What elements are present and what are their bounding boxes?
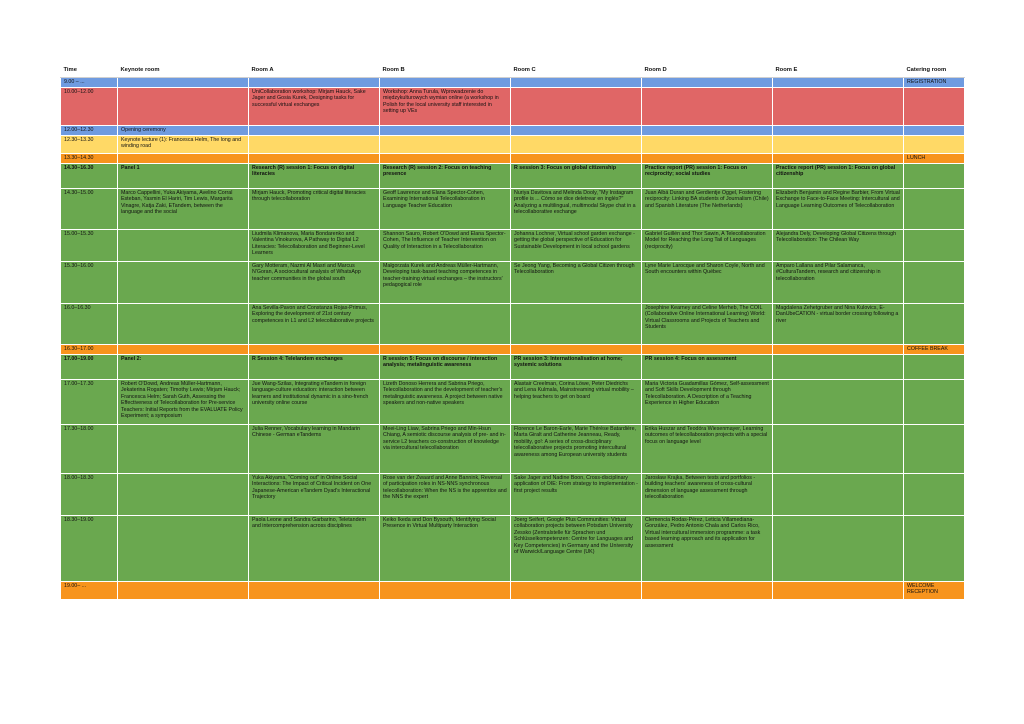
header-row	[61, 66, 965, 78]
session-cell: Panel 2:	[118, 355, 249, 380]
session-cell	[380, 582, 511, 600]
schedule-row	[61, 582, 965, 600]
session-cell: Lizeth Donoso Herrera and Sabrina Priego, Telecollaboration and the development of teacher's metalinguistic awareness. A project between native speakers and non-native speakers	[380, 380, 511, 425]
session-cell	[773, 380, 904, 425]
session-cell: WELCOME RECEPTION	[904, 582, 965, 600]
session-cell	[642, 78, 773, 88]
session-cell	[118, 516, 249, 582]
time-cell: 16.30–17.00	[61, 345, 118, 355]
column-header: Room B	[380, 66, 511, 78]
schedule-row	[61, 355, 965, 380]
session-cell: Research (R) session 1: Focus on digital literacies	[249, 164, 380, 189]
session-cell	[642, 345, 773, 355]
session-cell: Maria Victoria Guadamillas Gómez, Self-assessment and Soft Skills Development through Telecollaboration. A Description of a Teaching Experience in Higher Education	[642, 380, 773, 425]
time-cell: 17.00–17.30	[61, 380, 118, 425]
session-cell	[773, 126, 904, 136]
session-cell	[773, 474, 904, 516]
schedule-row	[61, 189, 965, 230]
session-cell	[904, 262, 965, 304]
schedule-row	[61, 78, 965, 88]
session-cell: R session 3: Focus on global citizenship	[511, 164, 642, 189]
session-cell: Rose van der Zwaard and Anne Bannink, Reversal of participation roles in NS-NNS synchronous telecollaboration: When the NS is the apprentice and the NNS the expert	[380, 474, 511, 516]
session-cell: Mirjam Hauck, Promoting critical digital literacies through telecollaboration	[249, 189, 380, 230]
session-cell: Liudmila Klimanova, Maria Bondarenko and Valentina Vinokurova, A Pathway to Digital L2 Literacies: Telecollaboration and Beginner-Level Learners	[249, 230, 380, 262]
session-cell: Małgorzata Kurek and Andreas Müller-Hartmann, Developing task-based teaching competences in teacher-training virtual exchanges – the instructors' pedagogical role	[380, 262, 511, 304]
session-cell	[380, 345, 511, 355]
session-cell	[249, 126, 380, 136]
time-cell: 14.30–16.30	[61, 164, 118, 189]
session-cell	[380, 304, 511, 345]
session-cell	[511, 126, 642, 136]
session-cell: Lyne Marie Larocque and Sharon Coyle, North and South encounters within Québec	[642, 262, 773, 304]
session-cell: Johanna Lochner, Virtual school garden exchange - getting the global perspective of Education for Sustainable Development in local school gardens	[511, 230, 642, 262]
schedule-row	[61, 230, 965, 262]
session-cell: Clemencia Rodas-Pérez, Leticia Villamediana-González, Pedro Antonio Chala and Carlos Rico, Virtual intercultural immersion programme: a task based learning approach and its application for assessment	[642, 516, 773, 582]
session-cell: Yuka Akiyama, "Coming out" in Online Social Interactions: The Impact of Critical Incident on One Japanese-American eTandem Dyad's Interactional Trajectory	[249, 474, 380, 516]
session-cell	[511, 154, 642, 164]
session-cell	[904, 230, 965, 262]
session-cell	[773, 355, 904, 380]
time-cell: 14.30–15.00	[61, 189, 118, 230]
session-cell	[773, 516, 904, 582]
schedule-row	[61, 425, 965, 474]
schedule-row	[61, 474, 965, 516]
session-cell	[249, 136, 380, 154]
session-cell	[249, 78, 380, 88]
session-cell	[773, 88, 904, 126]
session-cell	[380, 126, 511, 136]
time-cell: 15.00–15.30	[61, 230, 118, 262]
session-cell	[773, 136, 904, 154]
session-cell	[249, 582, 380, 600]
session-cell	[904, 164, 965, 189]
session-cell	[118, 304, 249, 345]
session-cell: Florence Le Baron-Earle, Marie Thérèse Batardière, Marta Giralt and Catherine Jeanneau, Ready, mobility, go!: A series of cross-disciplinary telecollaborative projects promoting intercultural awareness among European university students	[511, 425, 642, 474]
session-cell	[511, 88, 642, 126]
session-cell	[773, 345, 904, 355]
session-cell: Opening ceremony	[118, 126, 249, 136]
session-cell: Ana Sevilla-Pavon and Constanza Rojas-Primus, Exploring the development of 21st century competences in L1 and L2 telecollaborative projects	[249, 304, 380, 345]
time-cell: 15.30–16.00	[61, 262, 118, 304]
schedule-row	[61, 516, 965, 582]
session-cell: Josephine Kearney and Celine Merheb, The COIL (Collaborative Online International Learning) World: Virtual Classrooms and Projects of Teachers and Students	[642, 304, 773, 345]
session-cell: PR session 3: Internationalisation at home; systemic solutions	[511, 355, 642, 380]
session-cell: Nuriya Davitova and Melinda Dooly, "My Instagram profile is ... Cómo se dice deletrear en inglés?" Analyzing a multilingual, multimodal Skype chat in a telecollaborative exchange	[511, 189, 642, 230]
session-cell	[511, 78, 642, 88]
session-cell: PR session 4: Focus on assessment	[642, 355, 773, 380]
time-cell: 9.00 – ...	[61, 78, 118, 88]
session-cell	[118, 88, 249, 126]
session-cell	[642, 126, 773, 136]
time-cell: 17.30–18.00	[61, 425, 118, 474]
session-cell: Erika Huszar and Teodóra Wiesenmayer, Learning outcomes of telecollaboration projects with a special focus on language level	[642, 425, 773, 474]
session-cell: Jue Wang-Szilas, Integrating eTandem in foreign language-culture education: interaction between learners and institutional dynamic in a sino-french university online course	[249, 380, 380, 425]
session-cell: Alejandra Dely, Developing Global Citizens through Telecollaboration: The Chilean Way	[773, 230, 904, 262]
session-cell: Juan Albá Duran and Gerdientje Oggel, Fostering reciprocity: Linking BA students of Journalism (Chile) and Spanish Literature (The Netherlands)	[642, 189, 773, 230]
session-cell	[904, 189, 965, 230]
session-cell	[118, 345, 249, 355]
schedule-row	[61, 164, 965, 189]
session-cell	[118, 474, 249, 516]
session-cell	[642, 88, 773, 126]
session-cell: Practice report (PR) session 1: Focus on global citizenship	[773, 164, 904, 189]
session-cell: LUNCH	[904, 154, 965, 164]
schedule-row	[61, 304, 965, 345]
session-cell: Workshop: Anna Turula, Wprowadzenie do międzykulturowych wymian online (a workshop in Polish for the local university staff interested in setting up VEs	[380, 88, 511, 126]
session-cell	[118, 154, 249, 164]
session-cell: Paola Leone and Sandra Garbarino, Teletandem and intercomprehension across disciplines	[249, 516, 380, 582]
session-cell	[773, 78, 904, 88]
time-cell: 17.00–19.00	[61, 355, 118, 380]
column-header: Room D	[642, 66, 773, 78]
session-cell	[249, 345, 380, 355]
session-cell: Magdalena Zehetgruber and Nina Kulovics, E-DanUbeCATION - virtual border crossing following a river	[773, 304, 904, 345]
session-cell: Julia Renner, Vocabulary learning in Mandarin Chinese - German eTandems	[249, 425, 380, 474]
session-cell: Amparo Lallana and Pilar Salamanca, #CulturaTandem, research and citizenship in telecollaboration	[773, 262, 904, 304]
time-cell: 10.00–12.00	[61, 88, 118, 126]
column-header: Keynote room	[118, 66, 249, 78]
session-cell: Sake Jager and Nadine Boon, Cross-disciplinary application of OIE: From strategy to implementation - first project results	[511, 474, 642, 516]
session-cell: Research (R) session 2: Focus on teaching presence	[380, 164, 511, 189]
session-cell	[380, 78, 511, 88]
session-cell	[904, 136, 965, 154]
session-cell	[642, 136, 773, 154]
schedule-row	[61, 262, 965, 304]
schedule-body	[61, 78, 965, 600]
column-header: Room C	[511, 66, 642, 78]
schedule-row	[61, 345, 965, 355]
column-header: Room A	[249, 66, 380, 78]
session-cell	[642, 582, 773, 600]
session-cell: Elizabeth Benjamin and Regine Barbier, From Virtual Exchange to Face-to-Face Meeting: Intercultural and Language Learning Outcomes of Telecollaboration	[773, 189, 904, 230]
time-cell: 13.30–14.30	[61, 154, 118, 164]
session-cell	[511, 136, 642, 154]
time-cell: 18.00–18.30	[61, 474, 118, 516]
session-cell: Robert O'Dowd, Andreas Müller-Hartmann, Jekaterina Rogaten; Timothy Lewis; Mirjam Hauck; Francesca Helm; Sarah Guth, Assessing the Effectiveness of Telecollaboration for Pre-service Teachers: Initial Reports from the EVALUATE Policy Experiment; a symposium	[118, 380, 249, 425]
session-cell: Shannon Sauro, Robert O'Dowd and Elana Spector-Cohen, The Influence of Teacher Intervention on Quality of Interaction in a Telecollaboration	[380, 230, 511, 262]
session-cell	[118, 582, 249, 600]
session-cell	[642, 154, 773, 164]
session-cell	[118, 230, 249, 262]
session-cell: Keiko Ikeda and Don Bysouth, Identifying Social Presence in Virtual Multiparty Interaction	[380, 516, 511, 582]
session-cell: Se Jeong Yang, Becoming a Global Citizen through Telecollaboration	[511, 262, 642, 304]
session-cell	[904, 380, 965, 425]
session-cell	[773, 425, 904, 474]
time-cell: 12.00–12.30	[61, 126, 118, 136]
session-cell	[511, 345, 642, 355]
session-cell	[118, 78, 249, 88]
schedule-row	[61, 88, 965, 126]
session-cell	[904, 516, 965, 582]
session-cell	[511, 304, 642, 345]
session-cell	[773, 582, 904, 600]
schedule-row	[61, 154, 965, 164]
session-cell	[773, 154, 904, 164]
time-cell: 19.00– ...	[61, 582, 118, 600]
column-header: Time	[61, 66, 118, 78]
session-cell: COFFEE BREAK	[904, 345, 965, 355]
schedule-row	[61, 380, 965, 425]
session-cell: Alastair Creelman, Corina Löwe, Peter Diedrichs and Lena Kulmala, Mainstreaming virtual mobility – helping teachers to get on board	[511, 380, 642, 425]
session-cell: Joerg Seifert, Google Plus Communities: Virtual collaboration projects between Potsdam University Zessko (Zentralstelle für Sprachen und Schlüsselkompetenzen: Centre for Languages and Key Competencies) in Germany and the University of Warwick/Language Centre (UK)	[511, 516, 642, 582]
session-cell	[249, 154, 380, 164]
column-header: Catering room	[904, 66, 965, 78]
session-cell	[380, 136, 511, 154]
session-cell: Practice report (PR) session 1: Focus on reciprocity; social studies	[642, 164, 773, 189]
session-cell: Keynote lecture (1): Francesca Helm, The long and winding road	[118, 136, 249, 154]
session-cell: Gary Motteram, Nazmi Al Masri and Marcus N'Goran, A sociocultural analysis of WhatsApp teacher communities in the global south	[249, 262, 380, 304]
session-cell	[904, 425, 965, 474]
session-cell	[904, 355, 965, 380]
session-cell: REGISTRATION	[904, 78, 965, 88]
schedule-row	[61, 126, 965, 136]
session-cell	[380, 154, 511, 164]
session-cell: Gabriel Guillén and Thor Sawin, A Telecollaboration Model for Reaching the Long Tail of Languages (reciprocity)	[642, 230, 773, 262]
session-cell: R session 5: Focus on discourse / interaction analysis; metalinguistic awareness	[380, 355, 511, 380]
session-cell	[904, 304, 965, 345]
session-cell	[904, 126, 965, 136]
time-cell: 12.30–13.30	[61, 136, 118, 154]
session-cell	[118, 262, 249, 304]
schedule-row	[61, 136, 965, 154]
time-cell: 16.0–16.30	[61, 304, 118, 345]
session-cell: UniCollaboration workshop: Mirjam Hauck, Sake Jager and Gosia Kurek, Designing tasks for successful virtual exchanges	[249, 88, 380, 126]
session-cell: R Session 4: Telelandem exchanges	[249, 355, 380, 380]
conference-schedule-table	[60, 66, 965, 600]
session-cell	[904, 474, 965, 516]
session-cell	[511, 582, 642, 600]
time-cell: 18.30–19.00	[61, 516, 118, 582]
column-header: Room E	[773, 66, 904, 78]
session-cell	[904, 88, 965, 126]
session-cell: Meei-Ling Liaw, Sabrina Priego and Min-Hsun Chiang, A semiotic discourse analysis of pre- and in-service L2 teachers co-construction of knowledge via intercultural telecollaboration	[380, 425, 511, 474]
session-cell: Panel 1	[118, 164, 249, 189]
session-cell: Marco Cappellini, Yuka Akiyama, Avelino Corral Esteban, Yasmin El Hariri, Tim Lewis, Margarita Vinagre, Katja Zaki, ETandem, between the language and the social	[118, 189, 249, 230]
session-cell: Jarosław Krajka, Between tests and portfolios - building teachers' awareness of cross-cultural dimension of language assessment through telecollaboration	[642, 474, 773, 516]
session-cell	[118, 425, 249, 474]
session-cell: Geoff Lawrence and Elana Spector-Cohen, Examining International Telecollaboration in Language Teacher Education	[380, 189, 511, 230]
